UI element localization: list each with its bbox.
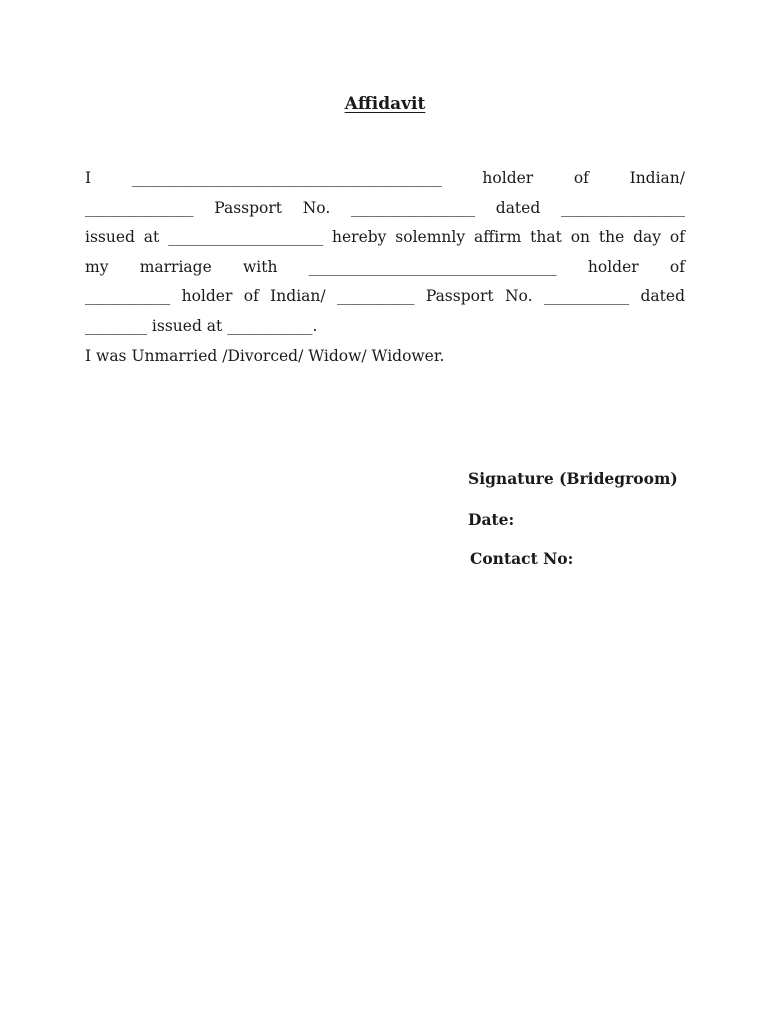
contact-label: Contact No: xyxy=(470,549,574,568)
affidavit-body xyxy=(85,164,685,371)
body-line-1: I ________________________________________ holder of Indian/ xyxy=(85,169,685,187)
body-line-2: ______________ Passport No. ________________ dated ________________ xyxy=(85,198,685,217)
date-label: Date: xyxy=(468,510,515,529)
signature-label: Signature (Bridegroom) xyxy=(468,469,678,488)
document-title: Affidavit xyxy=(344,94,426,114)
body-line-6: ________ issued at ___________. xyxy=(85,316,318,335)
body-line-3: issued at ____________________ hereby solemnly affirm that on the day of xyxy=(85,228,685,247)
body-line-4: my marriage with ________________________________ holder of xyxy=(85,257,685,276)
body-line-7: I was Unmarried /Divorced/ Widow/ Widower. xyxy=(85,346,445,365)
body-line-5: ___________ holder of Indian/ __________ Passport No. ___________ dated xyxy=(85,287,685,306)
